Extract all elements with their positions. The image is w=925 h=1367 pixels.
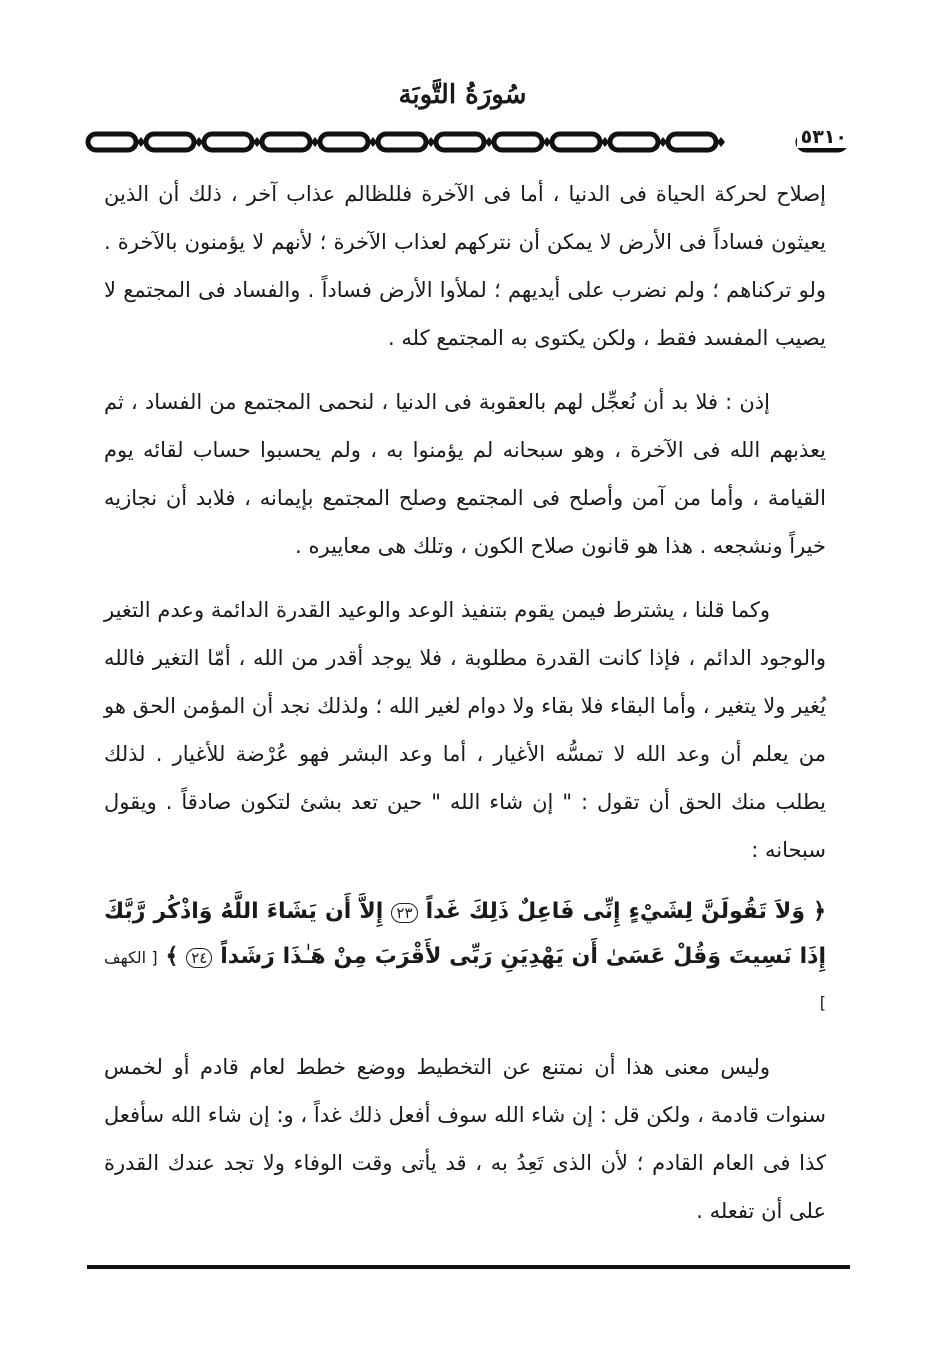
chain-link — [204, 134, 252, 150]
paragraph-4: وليس معنى هذا أن نمتنع عن التخطيط ووضع خطط لعام قادم أو لخمس سنوات قادمة ، ولكن قل : إن شاء الله سوف أفعل ذلك غداً ، و: إن شاء الله سأفعل كذا فى العام القادم ؛ لأن الذى تَعِدُ به ، قد يأتى وقت الوفاء ولا تجد عندك القدرة على أن تفعله . — [104, 1055, 826, 1223]
surah-title: سُورَةُ التَّوبَة — [398, 80, 527, 110]
page-number: ٥٣١٠ — [797, 126, 851, 148]
chain-link — [436, 134, 484, 150]
chain-link — [552, 134, 600, 150]
footer-rule — [87, 1265, 850, 1269]
chain-link — [146, 134, 194, 150]
verse-reference: [ الكهف ] — [104, 948, 826, 1012]
chain-link — [668, 134, 716, 150]
verse-number-24: ٢٤ — [186, 948, 212, 968]
paragraph-3: وكما قلنا ، يشترط فيمن يقوم بتنفيذ الوعد والوعيد القدرة الدائمة وعدم التغير والوجود الدائم ، فإذا كانت القدرة مطلوبة ، فلا يوجد أقدر من الله ، أمّا التغير فالله يُغير ولا يتغير ، وأما البقاء فلا بقاء ولا دوام لغير الله ؛ ولذلك نجد أن المؤمن الحق هو من يعلم أن وعد الله لا تمسُّه الأغيار ، أما وعد البشر فهو عُرْضة للأغيار . لذلك يطلب منك الحق أن تقول : " إن شاء الله " حين تعد بشئ لتكون صادقاً . ويقول سبحانه : — [104, 598, 826, 862]
body-text — [104, 170, 826, 1251]
chain-link — [610, 134, 658, 150]
verse-open-bracket: ﴿ — [813, 899, 826, 924]
chain-link — [88, 134, 136, 150]
verse-part-2: إِلاَّ أَن يَشَاءَ اللَّهُ وَاذْكُر رَّبَّكَ إِذَا نَسِيتَ وَقُلْ عَسَىٰ أَن يَهْدِيَنِ رَبِّى لأَقْرَبَ مِنْ هَـٰذَا رَشَداً — [104, 899, 826, 969]
chain-link — [262, 134, 310, 150]
paragraph-1: إصلاح لحركة الحياة فى الدنيا ، أما فى الآخرة فللظالم عذاب آخر ، ذلك أن الذين يعيثون فساداً فى الأرض لا يمكن أن نتركهم لعذاب الآخرة ؛ لأنهم لا يؤمنون بالآخرة . ولو تركناهم ؛ ولم نضرب على أيديهم ؛ لملأوا الأرض فساداً . والفساد فى المجتمع لا يصيب المفسد فقط ، ولكن يكتوى به المجتمع كله . — [104, 182, 826, 350]
chain-link — [320, 134, 368, 150]
verse-close-bracket: ﴾ — [165, 944, 179, 969]
chain-diamond — [717, 137, 725, 147]
chain-link — [378, 134, 426, 150]
quran-verse — [104, 890, 826, 1025]
paragraph-2: إذن : فلا بد أن نُعجِّل لهم بالعقوبة فى الدنيا ، لنحمى المجتمع من الفساد ، ثم يعذبهم الله فى الآخرة ، وهو سبحانه لم يؤمنوا به ، ولم يحسبوا حساب لقائه يوم القيامة ، وأما من آمن وأصلح فى المجتمع وصلح المجتمع بإيمانه ، فلابد أن نجازيه خيراً ونشجعه . هذا هو قانون صلاح الكون ، وتلك هى معاييره . — [104, 390, 826, 558]
chain-link — [494, 134, 542, 150]
chain-ornament-border — [84, 122, 854, 162]
verse-number-23: ٢٣ — [391, 903, 417, 923]
verse-part-1: وَلاَ تَقُولَنَّ لِشَيْءٍ إِنِّى فَاعِلٌ ذَلِكَ غَداً — [425, 899, 805, 924]
